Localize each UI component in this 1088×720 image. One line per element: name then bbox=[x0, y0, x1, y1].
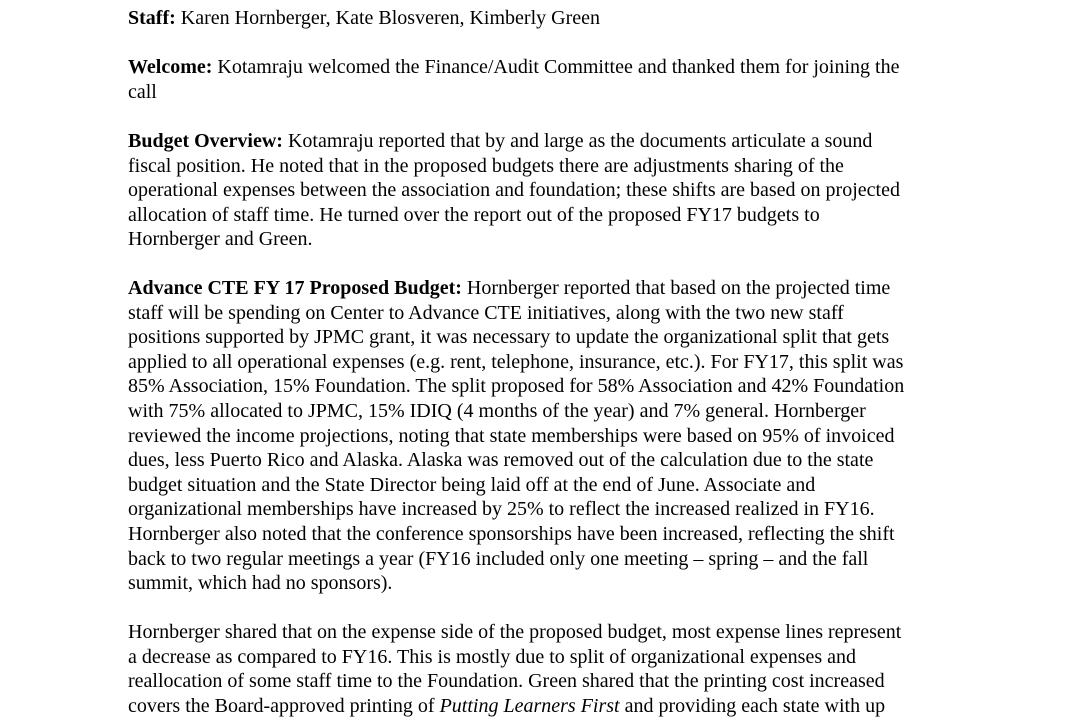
budget-overview-label: Budget Overview: bbox=[128, 130, 283, 152]
advance-cte-line-13: summit, which had no sponsors). bbox=[128, 572, 393, 595]
budget-overview-line-3: operational expenses between the association and foundation; these shifts are based on projected bbox=[128, 179, 900, 202]
advance-cte-text-1: Hornberger reported that based on the projected time bbox=[466, 277, 891, 299]
advance-cte-line-12: back to two regular meetings a year (FY16 included only one meeting – spring – and the fall bbox=[128, 547, 869, 570]
welcome-line-1 bbox=[128, 55, 960, 80]
budget-overview-text-1: Kotamraju reported that by and large as the documents articulate a sound bbox=[287, 130, 873, 152]
advance-cte-line-11: Hornberger also noted that the conference sponsorships have been increased, reflecting the shift bbox=[128, 522, 895, 545]
expense-paragraph bbox=[128, 620, 960, 718]
advance-cte-line-9: budget situation and the State Director being laid off at the end of June. Associate and bbox=[128, 473, 816, 496]
budget-overview-line-2: fiscal position. He noted that in the proposed budgets there are adjustments sharing of the bbox=[128, 154, 844, 177]
staff-paragraph bbox=[128, 6, 960, 31]
advance-cte-line-5: 85% Association, 15% Foundation. The split proposed for 58% Association and 42% Foundation bbox=[128, 375, 905, 398]
welcome-label: Welcome: bbox=[128, 56, 213, 78]
advance-cte-line-8: dues, less Puerto Rico and Alaska. Alaska was removed out of the calculation due to the state bbox=[128, 449, 874, 472]
staff-line bbox=[128, 6, 960, 31]
advance-cte-line-7: reviewed the income projections, noting that state memberships were based on 95% of invoiced bbox=[128, 424, 895, 447]
budget-overview-line-1 bbox=[128, 129, 960, 154]
budget-overview-paragraph bbox=[128, 129, 960, 252]
publication-title: Putting Learners First bbox=[439, 694, 620, 717]
staff-names: Karen Hornberger, Kate Blosveren, Kimberly Green bbox=[180, 7, 600, 29]
budget-overview-line-4: allocation of staff time. He turned over the report out of the proposed FY17 budgets to bbox=[128, 203, 820, 226]
expense-line-1: Hornberger shared that on the expense side of the proposed budget, most expense lines represent bbox=[128, 621, 902, 643]
advance-cte-line-3: positions supported by JPMC grant, it was necessary to update the organizational split that gets bbox=[128, 326, 890, 349]
staff-label: Staff: bbox=[128, 7, 176, 29]
advance-cte-label: Advance CTE FY 17 Proposed Budget: bbox=[128, 277, 462, 299]
advance-cte-line-10: organizational memberships have increased by 25% to reflect the increased realized in FY16. bbox=[128, 498, 875, 521]
advance-cte-line-6: with 75% allocated to JPMC, 15% IDIQ (4 months of the year) and 7% general. Hornberger bbox=[128, 399, 866, 422]
expense-line-3: reallocation of some staff time to the Foundation. Green shared that the printing cost increased bbox=[128, 670, 885, 693]
expense-line-2: a decrease as compared to FY16. This is mostly due to split of organizational expenses and bbox=[128, 645, 856, 668]
advance-cte-paragraph bbox=[128, 276, 960, 596]
expense-line-4-start: covers the Board-approved printing of bbox=[128, 694, 440, 717]
expense-line-4 bbox=[128, 694, 960, 719]
advance-cte-line-1 bbox=[128, 276, 960, 301]
budget-overview-line-5: Hornberger and Green. bbox=[128, 228, 313, 251]
expense-line-4-end: and providing each state with up bbox=[619, 694, 886, 717]
advance-cte-line-2: staff will be spending on Center to Advance CTE initiatives, along with the two new staff bbox=[128, 301, 844, 324]
advance-cte-line-4: applied to all operational expenses (e.g. rent, telephone, insurance, etc.). For FY17, this split was bbox=[128, 350, 904, 373]
welcome-text-1: Kotamraju welcomed the Finance/Audit Committee and thanked them for joining the bbox=[217, 56, 900, 78]
welcome-paragraph bbox=[128, 55, 960, 104]
welcome-line-2: call bbox=[128, 80, 157, 103]
